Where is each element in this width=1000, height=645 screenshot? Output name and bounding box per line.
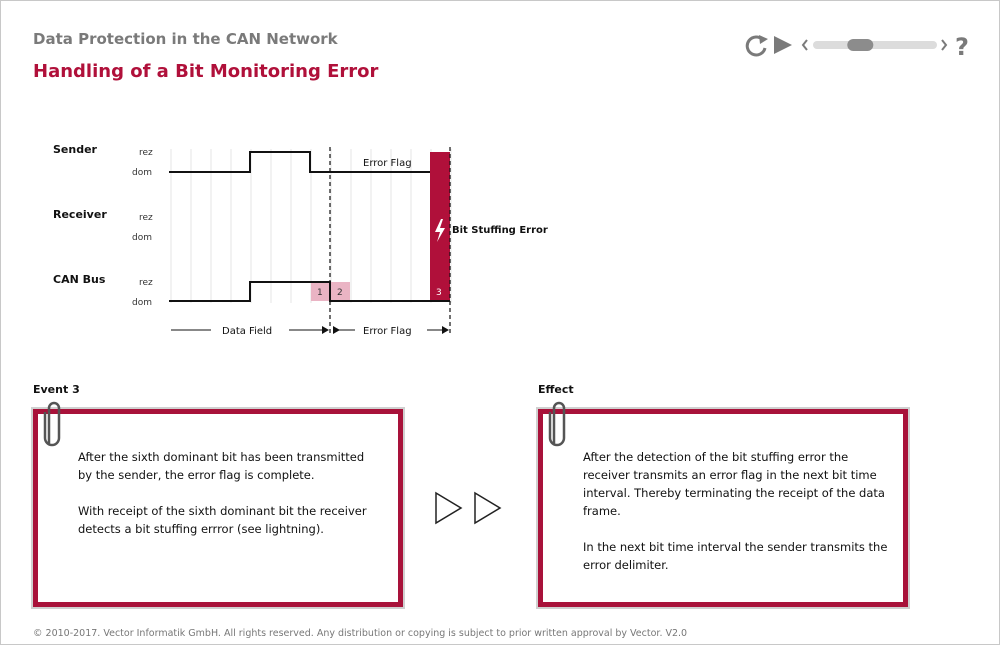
data-field-arrow-icon <box>322 326 329 334</box>
effect-label: Effect <box>538 383 574 396</box>
chevron-left-icon[interactable] <box>803 40 807 50</box>
player-controls <box>741 31 981 61</box>
row-label-dom-receiver: dom <box>132 233 152 243</box>
event-paragraph-1: After the sixth dominant bit has been transmitted by the sender, the error flag is complete. <box>78 450 365 482</box>
help-icon[interactable]: ? <box>955 33 969 61</box>
event-paragraph-2: With receipt of the sixth dominant bit the receiver detects a bit stuffing errror (see lightning). <box>78 504 367 536</box>
row-label-rez-canbus: rez <box>139 278 153 288</box>
replay-icon[interactable] <box>747 35 768 55</box>
error-flag-arrow-icon <box>442 326 449 334</box>
page-title: Handling of a Bit Monitoring Error <box>33 61 379 82</box>
row-label-dom-canbus: dom <box>132 298 152 308</box>
effect-text <box>583 448 895 592</box>
error-flag-label: Error Flag <box>363 326 412 337</box>
effect-paragraph-1: After the detection of the bit stuffing error the receiver transmits an error flag in the next bit time interval. Thereby terminating the receipt of the data frame. <box>583 450 885 518</box>
progress-track[interactable] <box>813 41 937 49</box>
row-label-rez-sender: rez <box>139 148 153 158</box>
progress-thumb[interactable] <box>847 39 873 51</box>
row-label-rez-receiver: rez <box>139 213 153 223</box>
row-label-canbus: CAN Bus <box>53 273 106 286</box>
course-title: Data Protection in the CAN Network <box>33 30 338 48</box>
play-icon[interactable] <box>774 36 792 54</box>
row-label-receiver: Receiver <box>53 208 107 221</box>
effect-card <box>538 409 908 607</box>
event-text <box>78 448 378 556</box>
paperclip-icon <box>547 400 571 452</box>
row-label-sender: Sender <box>53 143 97 156</box>
sender-error-flag-label: Error Flag <box>363 158 412 169</box>
timing-diagram <box>31 131 591 346</box>
marker-3: 3 <box>436 288 442 298</box>
effect-paragraph-2: In the next bit time interval the sender transmits the error delimiter. <box>583 540 888 572</box>
event-card <box>33 409 403 607</box>
event-label: Event 3 <box>33 383 80 396</box>
marker-2: 2 <box>337 288 343 298</box>
next-arrows-icon <box>431 488 511 528</box>
data-field-label: Data Field <box>222 326 273 337</box>
marker-1: 1 <box>317 288 323 298</box>
copyright-footer: © 2010-2017. Vector Informatik GmbH. All rights reserved. Any distribution or copying is subject to prior written approval by Vector. V2.0 <box>33 628 688 639</box>
row-label-dom-sender: dom <box>132 168 152 178</box>
chevron-right-icon[interactable] <box>942 40 946 50</box>
bit-stuffing-error-label: Bit Stuffing Error <box>452 225 548 236</box>
paperclip-icon <box>42 400 66 452</box>
